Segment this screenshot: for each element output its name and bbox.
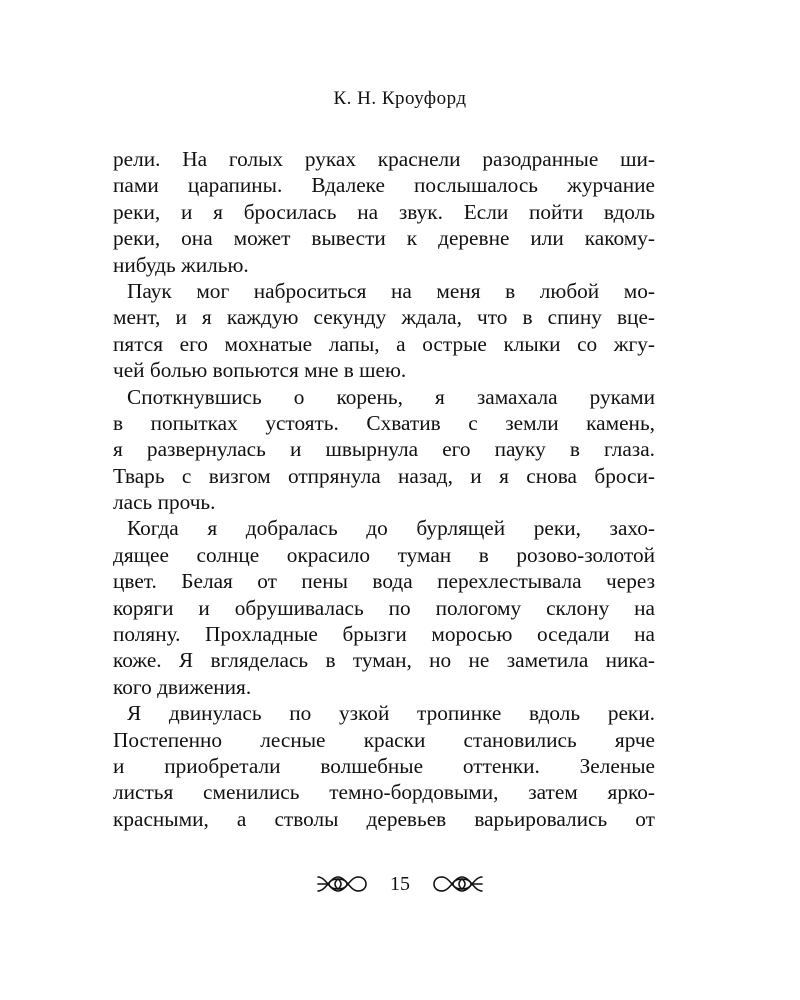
text-line: я развернулась и швырнула его пауку в глаза.	[113, 437, 655, 462]
text-line: пами царапины. Вдалеке послышалось журчание	[113, 173, 655, 198]
text-line: коряги и обрушивалась по пологому склону на	[113, 595, 655, 620]
text-line: пятся его мохнатые лапы, а острые клыки со жгу-	[113, 331, 655, 356]
text-line: Паук мог наброситься на меня в любой мо-	[127, 278, 655, 303]
text-line: листья сменились темно-бордовыми, затем ярко-	[113, 780, 655, 805]
text-line: нибудь жилью.	[113, 252, 249, 277]
page-footer	[0, 872, 800, 896]
text-line: дящее солнце окрасило туман в розово-золотой	[113, 542, 655, 567]
knot-ornament-icon	[432, 872, 484, 896]
paragraph	[113, 515, 655, 700]
running-head: К. Н. Кроуфорд	[333, 88, 467, 109]
text-line: кого движения.	[113, 674, 252, 699]
body-text	[113, 146, 655, 832]
text-line: и приобретали волшебные оттенки. Зеленые	[113, 753, 655, 778]
text-line: в попытках устоять. Схватив с земли камень,	[113, 410, 655, 435]
text-line: Я двинулась по узкой тропинке вдоль реки.	[127, 701, 655, 726]
text-line: мент, и я каждую секунду ждала, что в спину вце-	[113, 305, 655, 330]
text-line: Когда я добралась до бурлящей реки, захо-	[127, 516, 655, 541]
text-line: Тварь с визгом отпрянула назад, и я снова броси-	[113, 463, 655, 488]
text-line: поляну. Прохладные брызги моросью оседали на	[113, 622, 655, 647]
text-line: коже. Я вгляделась в туман, но не заметила ника-	[113, 648, 655, 673]
text-line: цвет. Белая от пены вода перехлестывала через	[113, 569, 655, 594]
text-line: реки, она может вывести к деревне или какому-	[113, 226, 655, 251]
paragraph	[113, 278, 655, 384]
knot-ornament-icon	[316, 872, 368, 896]
text-line: чей болью вопьются мне в шею.	[113, 358, 407, 383]
page-number: 15	[390, 872, 410, 895]
text-line: Постепенно лесные краски становились ярче	[113, 727, 655, 752]
text-line: рели. На голых руках краснели разодранные ши-	[113, 147, 655, 171]
paragraph	[113, 700, 655, 832]
text-line: реки, и я бросилась на звук. Если пойти вдоль	[113, 199, 655, 224]
paragraph	[113, 384, 655, 516]
text-line: красными, а стволы деревьев варьировались от	[113, 806, 655, 831]
text-line: лась прочь.	[113, 490, 216, 515]
paragraph	[113, 146, 655, 278]
text-line: Споткнувшись о корень, я замахала руками	[127, 384, 655, 409]
